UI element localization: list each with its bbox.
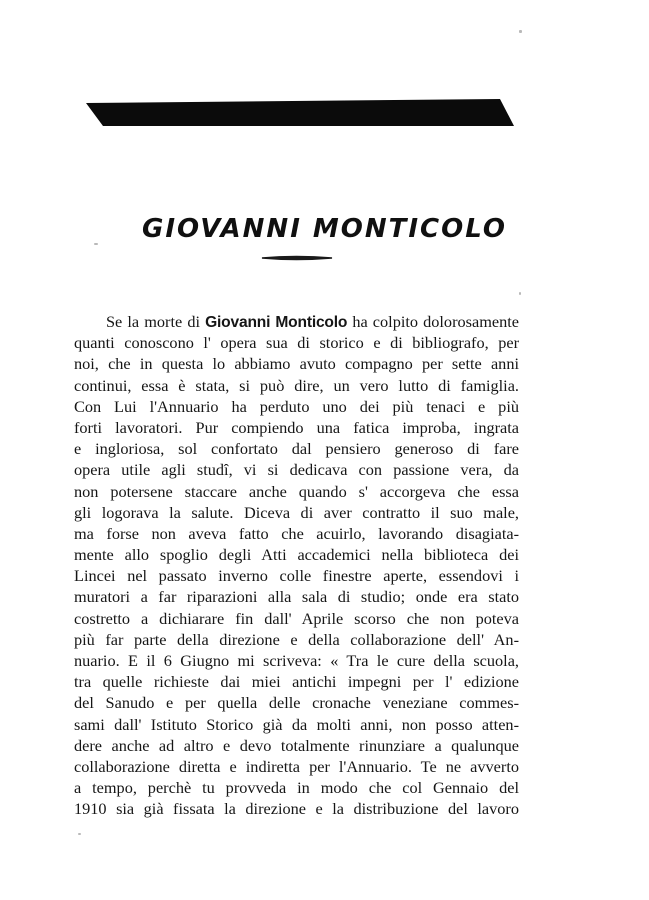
text-line: non potersene staccare anche quando s' accorgeva che essa — [74, 481, 519, 501]
header-rule — [86, 99, 514, 126]
text-line: Lincei nel passato inverno colle finestre aperte, essendovi i — [74, 566, 519, 586]
text-segment: ha colpito dolorosamente — [352, 312, 519, 331]
text-line: dere anche ad altro e devo totalmente rinunziare a qualunque — [74, 735, 519, 755]
scan-speck — [78, 833, 81, 835]
text-line: e ingloriosa, sol confortato dal pensiero generoso di fare — [74, 439, 519, 459]
text-line: 1910 sia già fissata la direzione e la distribuzione del lavoro — [74, 799, 519, 819]
obituary-paragraph — [74, 311, 519, 820]
text-line: collaborazione diretta e indiretta per l'Annuario. Te ne avverto — [74, 756, 519, 776]
title-flourish — [262, 257, 332, 260]
text-line: più far parte della direzione e della collaborazione dell' An- — [74, 629, 519, 649]
text-line: costretto a dichiarare fin dall' Aprile scorso che non poteva — [74, 608, 519, 628]
text-segment: Se la morte di — [106, 312, 200, 331]
text-line: sami dall' Istituto Storico già da molti anni, non posso atten- — [74, 714, 519, 734]
text-line: a tempo, perchè tu provveda in modo che col Gennaio del — [74, 778, 519, 798]
text-line: tra quelle richieste dai miei antichi impegni per l' edizione — [74, 672, 519, 692]
text-line: nuario. E il 6 Giugno mi scriveva: « Tra le cure della scuola, — [74, 651, 519, 670]
scan-speck — [519, 292, 521, 295]
text-line: forti lavoratori. Pur compiendo una fatica improba, ingrata — [74, 417, 519, 437]
text-line: del Sanudo e per quella delle cronache veneziane commes- — [74, 693, 519, 713]
text-line: gli logorava la salute. Diceva di aver contratto il suo male, — [74, 502, 519, 522]
text-line: muratori a far riparazioni alla sala di studio; onde era stato — [74, 587, 519, 607]
scan-speck — [94, 243, 98, 245]
person-name: Giovanni Monticolo — [205, 314, 348, 331]
text-line — [74, 311, 519, 332]
text-line: noi, che in questa lo abbiamo avuto compagno per sette anni — [74, 354, 519, 374]
text-line: quanti conoscono l' opera sua di storico e di bibliografo, per — [74, 333, 519, 353]
page-title: GIOVANNI MONTICOLO — [142, 214, 507, 244]
scan-speck — [519, 30, 522, 33]
text-line: mente allo spoglio degli Atti accademici nella biblioteca dei — [74, 545, 519, 565]
text-line: ma forse non aveva fatto che acuirlo, lavorando disagiata- — [74, 523, 519, 543]
text-line: continui, essa è stata, si può dire, un vero lutto di famiglia. — [74, 375, 519, 395]
text-line: Con Lui l'Annuario ha perduto uno dei più tenaci e più — [74, 396, 519, 416]
text-line: opera utile agli studî, vi si dedicava con passione vera, da — [74, 460, 519, 480]
